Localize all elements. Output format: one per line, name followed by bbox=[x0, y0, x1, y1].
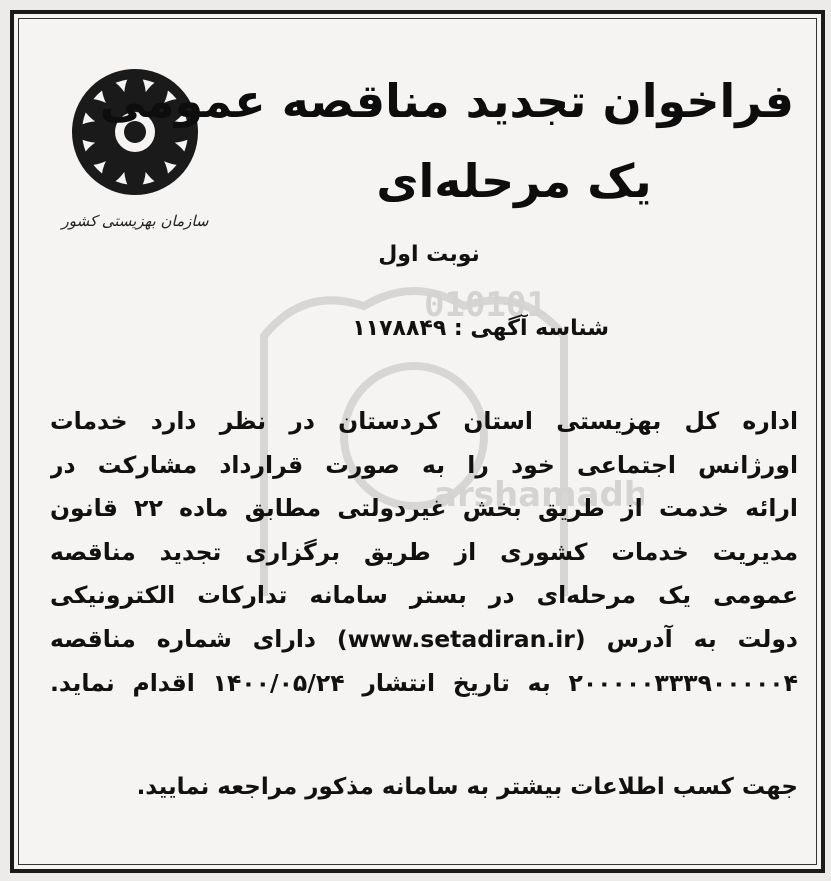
watermark-number: 010101 bbox=[424, 285, 547, 325]
title-line-2: یک مرحله‌ای bbox=[376, 154, 652, 208]
watermark-text: arshamadb bbox=[434, 475, 644, 515]
announcement-frame bbox=[10, 10, 825, 873]
footer-note: جهت کسب اطلاعات بیشتر به سامانه مذکور مراجعه نمایید. bbox=[136, 774, 798, 800]
body-line: ۲۰۰۰۰۰۳۳۳۹۰۰۰۰۰۴ به تاریخ انتشار ۱۴۰۰/۰۵/۲۴ اقدام نماید. bbox=[50, 668, 798, 697]
title-line-1: فراخوان تجدید مناقصه عمومی bbox=[99, 74, 794, 128]
body-line: اداره کل بهزیستی استان کردستان در نظر دارد خدمات bbox=[50, 407, 798, 435]
announcement-body bbox=[50, 400, 798, 705]
publication-round: نوبت اول bbox=[378, 242, 480, 267]
body-line: مدیریت خدمات کشوری از طریق برگزاری تجدید مناقصه bbox=[50, 537, 798, 566]
logo-caption: سازمان بهزیستی کشور bbox=[61, 212, 209, 230]
body-line: ارائه خدمت از طریق بخش غیردولتی مطابق ماده ۲۲ قانون bbox=[50, 494, 798, 523]
body-line: اورژانس اجتماعی خود را به صورت قرارداد مشارکت در bbox=[50, 450, 798, 479]
body-line: عمومی یک مرحله‌ای در بستر سامانه تدارکات الکترونیکی bbox=[50, 581, 798, 610]
ad-id: شناسه آگهی : ۱۱۷۸۸۴۹ bbox=[352, 316, 609, 341]
body-line: دولت به آدرس (www.setadiran.ir) دارای شماره مناقصه bbox=[50, 624, 798, 653]
